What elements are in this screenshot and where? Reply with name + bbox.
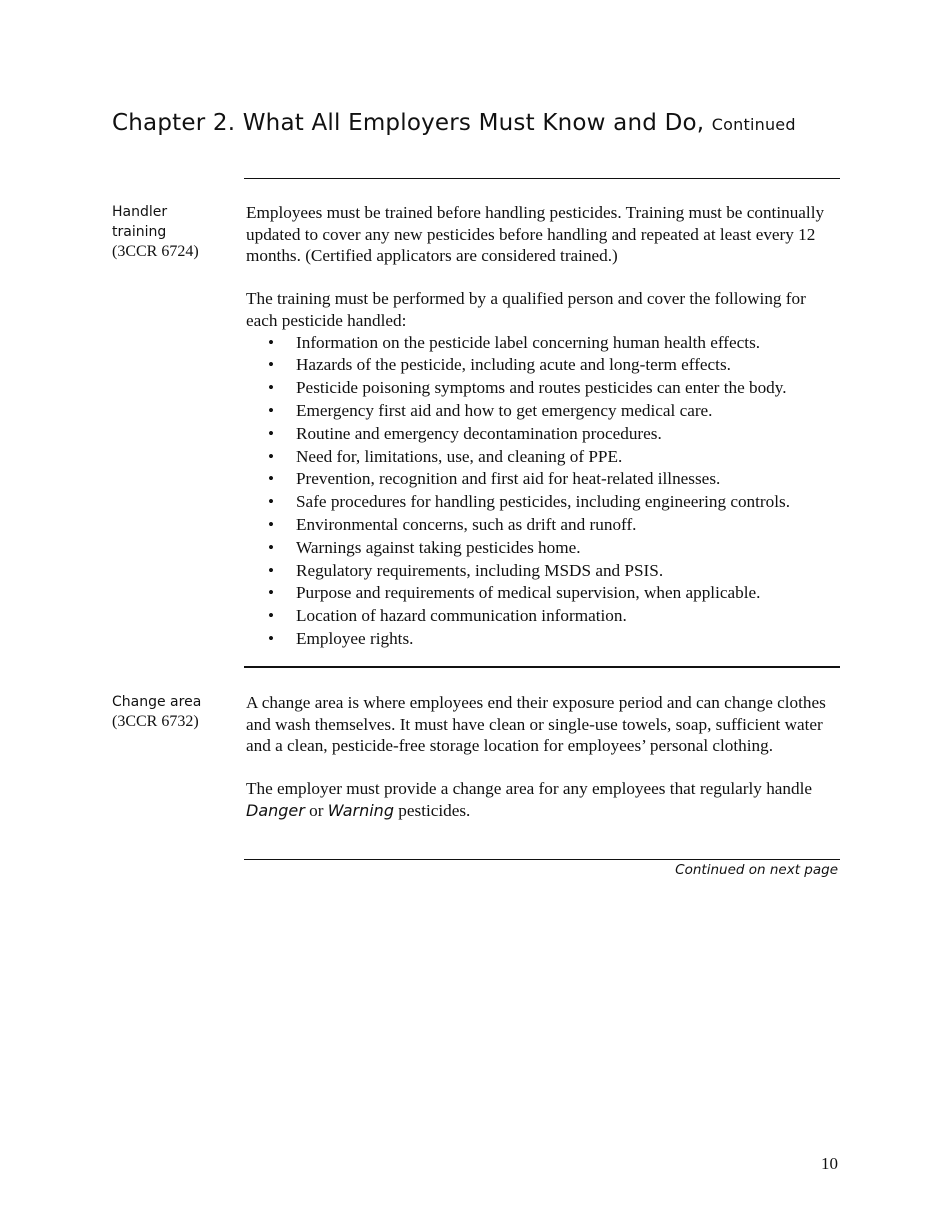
side-label-reference: (3CCR 6732) (112, 713, 199, 730)
paragraph-text-end: pesticides. (393, 800, 471, 820)
list-item-text: Routine and emergency decontamination procedures. (296, 423, 662, 443)
bullet-icon: • (268, 400, 275, 420)
warning-emphasis: Warning (327, 800, 394, 820)
side-label-line2: training (112, 224, 167, 240)
handler-training-paragraph-1: Employees must be trained before handling pesticides. Training must be continually updated to cover any new pesticides before handling and repeated at least every 12 months. (Certified applicators are considered trained.) (246, 203, 825, 266)
bullet-icon: • (268, 514, 275, 534)
list-item-text: Safe procedures for handling pesticides, including engineering controls. (296, 492, 790, 512)
danger-emphasis: Danger (246, 800, 305, 820)
section-divider-top (244, 178, 840, 179)
list-item (246, 377, 838, 400)
section-divider-middle (244, 666, 840, 668)
bullet-icon: • (268, 332, 275, 352)
handler-training-body (246, 202, 838, 651)
list-item-text: Pesticide poisoning symptoms and routes pesticides can enter the body. (296, 378, 787, 398)
page-number: 10 (821, 1154, 838, 1173)
list-item-text: Information on the pesticide label concerning human health effects. (296, 332, 761, 352)
bullet-icon: • (268, 469, 275, 489)
change-area-paragraph-2 (246, 778, 838, 821)
list-item-text: Emergency first aid and how to get emergency medical care. (296, 400, 713, 420)
list-item (246, 514, 838, 537)
list-item (246, 537, 838, 560)
list-item (246, 423, 838, 446)
bullet-icon: • (268, 560, 275, 580)
list-item (246, 446, 838, 469)
list-item-text: Prevention, recognition and first aid for heat-related illnesses. (296, 469, 721, 489)
bullet-icon: • (268, 423, 275, 443)
paragraph-connector: or (304, 800, 328, 820)
list-item (246, 400, 838, 423)
side-label-line1: Handler (112, 204, 168, 220)
chapter-title (112, 110, 796, 136)
list-item-text: Environmental concerns, such as drift and runoff. (296, 514, 637, 534)
side-label-handler-training (112, 202, 237, 262)
bullet-icon: • (268, 355, 275, 375)
paragraph-text-start: The employer must provide a change area for any employees that regularly handle (246, 779, 813, 799)
list-item (246, 354, 838, 377)
list-item (246, 605, 838, 628)
list-item (246, 560, 838, 583)
list-item-text: Regulatory requirements, including MSDS and PSIS. (296, 560, 664, 580)
list-item (246, 628, 838, 651)
change-area-paragraph-1: A change area is where employees end their exposure period and can change clothes and wash themselves. It must have clean or single-use towels, soap, sufficient water and a clean, pesticide-free storage location for employees’ personal clothing. (246, 693, 826, 756)
handler-training-paragraph-2: The training must be performed by a qualified person and cover the following for each pesticide handled: (246, 289, 806, 330)
bullet-icon: • (268, 606, 275, 626)
list-item (246, 582, 838, 605)
list-item-text: Warnings against taking pesticides home. (296, 537, 581, 557)
bullet-icon: • (268, 628, 275, 648)
list-item-text: Employee rights. (296, 628, 414, 648)
list-item (246, 491, 838, 514)
list-item (246, 468, 838, 491)
bullet-icon: • (268, 492, 275, 512)
continued-on-next-page: Continued on next page (675, 862, 838, 878)
bullet-icon: • (268, 378, 275, 398)
list-item-text: Need for, limitations, use, and cleaning of PPE. (296, 446, 623, 466)
side-label-reference: (3CCR 6724) (112, 243, 199, 260)
list-item-text: Location of hazard communication information. (296, 606, 627, 626)
list-item (246, 332, 838, 355)
bullet-icon: • (268, 537, 275, 557)
change-area-body (246, 692, 838, 822)
side-label-change-area (112, 692, 237, 732)
list-item-text: Purpose and requirements of medical supervision, when applicable. (296, 583, 761, 603)
bullet-icon: • (268, 446, 275, 466)
side-label-line1: Change area (112, 694, 202, 710)
chapter-title-continued: Continued (711, 115, 796, 134)
section-divider-bottom (244, 859, 840, 860)
bullet-icon: • (268, 583, 275, 603)
chapter-title-text: Chapter 2. What All Employers Must Know and Do, (112, 110, 705, 136)
training-topics-list (246, 332, 838, 651)
list-item-text: Hazards of the pesticide, including acute and long-term effects. (296, 355, 731, 375)
